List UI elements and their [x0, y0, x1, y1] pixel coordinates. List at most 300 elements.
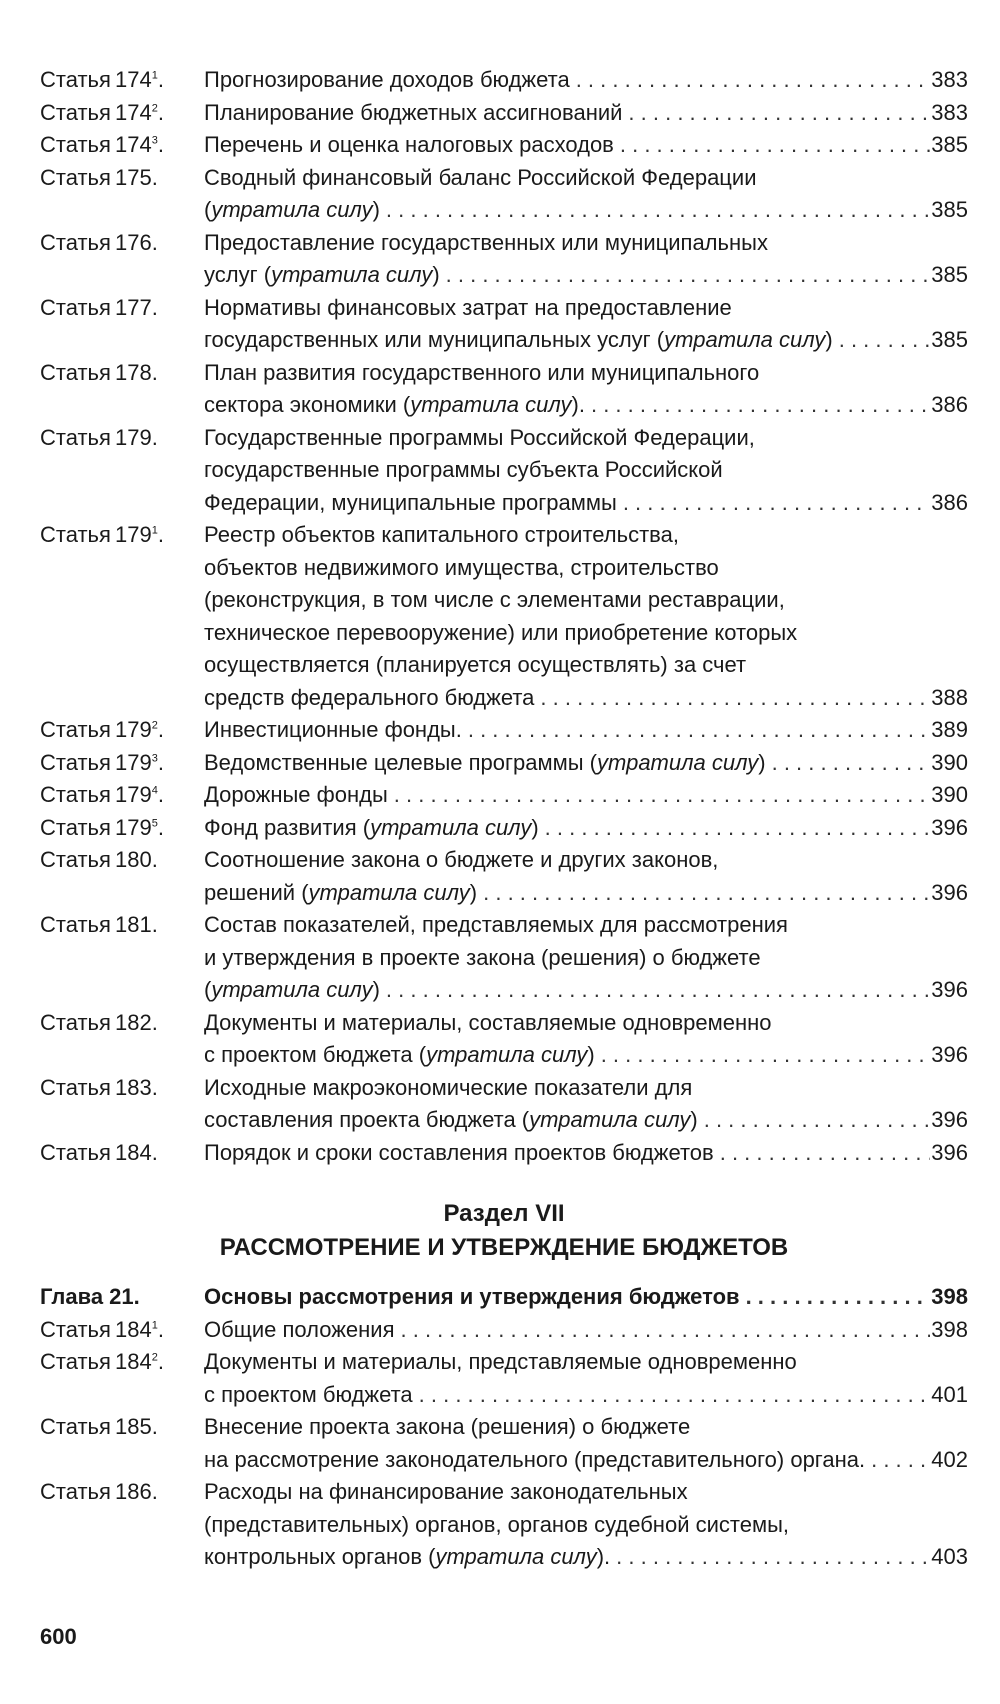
- article-number-dot: .: [151, 164, 158, 190]
- entry-title-lastline: [204, 812, 968, 845]
- toc-entry: [40, 519, 968, 714]
- entry-title-text: [204, 1137, 714, 1170]
- entry-title-segment: решений (: [204, 879, 309, 905]
- article-number-dot: .: [157, 1316, 164, 1342]
- chapter-page: 398: [931, 1284, 968, 1309]
- article-number-dot: .: [157, 1349, 164, 1374]
- entry-title-suffix: ): [587, 1042, 595, 1067]
- article-superscript: 2: [151, 719, 158, 732]
- toc-entry: [40, 1007, 968, 1072]
- article-number-dot: .: [151, 424, 158, 450]
- entry-title-line: Внесение проекта закона (решения) о бюджете: [204, 1414, 691, 1439]
- article-label: [40, 292, 204, 325]
- entry-body: [204, 64, 968, 97]
- entry-page-number: 402: [931, 1446, 968, 1472]
- toc-entry: [40, 844, 968, 909]
- article-keyword: Статья: [40, 717, 111, 742]
- article-number: [115, 519, 164, 552]
- dot-leader: [766, 747, 930, 780]
- entry-title-segment: сектора экономики (: [204, 392, 411, 417]
- entry-page-number: 385: [931, 262, 968, 287]
- article-number-value: 174: [115, 99, 152, 125]
- article-number: [115, 422, 158, 455]
- article-number: [115, 97, 164, 130]
- article-number: [115, 714, 164, 747]
- article-keyword: Статья: [40, 164, 111, 190]
- article-number-value: 178: [115, 359, 152, 385]
- entry-page-number: 386: [931, 489, 968, 515]
- entry-title-lastline: [204, 1104, 968, 1137]
- entry-title-text: [204, 1104, 698, 1137]
- article-number-value: 184: [115, 1139, 152, 1165]
- article-number: [115, 357, 158, 390]
- article-number-value: 182: [115, 1009, 152, 1035]
- entry-title-suffix: ): [825, 327, 833, 352]
- article-superscript: 1: [151, 69, 158, 82]
- entry-title-segment: (: [204, 977, 212, 1002]
- entry-title-suffix: ): [372, 197, 380, 222]
- entry-title-text: [204, 1379, 413, 1412]
- article-label: [40, 1411, 204, 1444]
- entry-title-segment: Порядок и сроки составления проектов бюджетов: [204, 1139, 714, 1165]
- article-number: [115, 1314, 164, 1347]
- entry-body: [204, 97, 968, 130]
- entry-title-suffix: ): [432, 262, 440, 287]
- article-number: [115, 1476, 158, 1509]
- toc-entry: [40, 227, 968, 292]
- article-number-dot: .: [151, 1074, 158, 1100]
- repealed-note: утратила силу: [597, 749, 759, 775]
- entry-title-lastline: [204, 1137, 968, 1170]
- toc-entry: [40, 812, 968, 845]
- article-number-dot: .: [151, 229, 158, 255]
- entry-title-suffix: ): [469, 879, 478, 905]
- entry-page-number: 383: [931, 67, 968, 92]
- entry-body: [204, 1411, 968, 1476]
- article-keyword: Статья: [40, 1479, 111, 1504]
- entry-title-text: [204, 1039, 595, 1072]
- entry-title-segment: средств федерального бюджета: [204, 684, 535, 710]
- article-number-value: 179: [115, 782, 152, 807]
- entry-body: [204, 1314, 968, 1347]
- article-number-value: 179: [115, 749, 152, 775]
- entry-body: [204, 779, 968, 812]
- entry-title-text: [204, 812, 539, 845]
- article-label: [40, 779, 204, 812]
- entry-title-suffix: ): [531, 814, 539, 840]
- article-label: [40, 422, 204, 455]
- article-keyword: Статья: [40, 132, 111, 157]
- chapter-label: Глава 21.: [40, 1284, 140, 1309]
- article-label: [40, 129, 204, 162]
- article-number-dot: .: [151, 1139, 158, 1165]
- entry-title-line: (представительных) органов, органов судебной системы,: [204, 1511, 789, 1537]
- entry-title-lastline: [204, 682, 968, 715]
- article-keyword: Статья: [40, 814, 111, 840]
- article-superscript: 2: [151, 102, 158, 115]
- entry-title-lastline: [204, 747, 968, 780]
- article-number-dot: .: [151, 912, 158, 937]
- article-superscript: 1: [151, 524, 158, 537]
- entry-title-text: [204, 64, 570, 97]
- entry-page-number: 389: [931, 717, 968, 742]
- article-keyword: Статья: [40, 1414, 111, 1439]
- toc-entry: [40, 1314, 968, 1347]
- article-keyword: Статья: [40, 1074, 111, 1100]
- dot-leader: [595, 1039, 930, 1072]
- entry-body: [204, 812, 968, 845]
- article-number-value: 183: [115, 1074, 152, 1100]
- dot-leader: [714, 1137, 930, 1170]
- article-number-value: 184: [115, 1316, 152, 1342]
- entry-title-line: Состав показателей, представляемых для рассмотрения: [204, 912, 788, 937]
- article-label: [40, 844, 204, 877]
- repealed-note: утратила силу: [211, 977, 373, 1002]
- entry-title-segment: Прогнозирование доходов бюджета: [204, 67, 570, 92]
- article-number: [115, 1072, 158, 1105]
- dot-leader: [585, 389, 930, 422]
- article-label: [40, 747, 204, 780]
- entry-title-lastline: [204, 97, 968, 130]
- toc-entry: [40, 97, 968, 130]
- entry-title-lastline: [204, 324, 968, 357]
- article-number: [115, 812, 164, 845]
- dot-leader: [380, 974, 930, 1007]
- article-number: [115, 64, 164, 97]
- article-keyword: Статья: [40, 99, 111, 125]
- entry-title-segment: Дорожные фонды: [204, 782, 388, 807]
- entry-title-text: [204, 747, 766, 780]
- article-number-value: 181: [115, 912, 152, 937]
- dot-leader: [622, 97, 930, 130]
- entry-title-text: [204, 1314, 395, 1347]
- entry-title-lastline: [204, 974, 968, 1007]
- entry-title-segment: Инвестиционные фонды.: [204, 717, 462, 742]
- article-number-value: 174: [115, 132, 152, 157]
- article-label: [40, 162, 204, 195]
- entry-title-line: Реестр объектов капитального строительства,: [204, 522, 679, 547]
- entry-body: [204, 1072, 968, 1137]
- repealed-note: утратила силу: [435, 1544, 597, 1569]
- entry-body: [204, 844, 968, 909]
- article-number-value: 179: [115, 522, 152, 547]
- article-superscript: 3: [151, 134, 158, 147]
- dot-leader: [462, 714, 930, 747]
- entry-page-number: 401: [931, 1381, 968, 1407]
- toc-list-bottom: [40, 1314, 968, 1574]
- entry-page-number: 390: [931, 782, 968, 807]
- toc-list-top: [40, 64, 968, 1169]
- entry-page-number: 396: [931, 1042, 968, 1067]
- section-number: Раздел VII: [443, 1200, 565, 1227]
- toc-entry: [40, 1072, 968, 1137]
- entry-title-segment: Общие положения: [204, 1316, 395, 1342]
- entry-page-number: 396: [931, 977, 968, 1002]
- entry-title-text: [204, 324, 833, 357]
- dot-leader: [440, 259, 930, 292]
- entry-title-line: Документы и материалы, составляемые одновременно: [204, 1009, 772, 1035]
- dot-leader: [388, 779, 930, 812]
- entry-title-segment: с проектом бюджета: [204, 1381, 413, 1407]
- repealed-note: утратила силу: [308, 879, 470, 905]
- entry-body: [204, 422, 968, 520]
- entry-title-text: [204, 714, 462, 747]
- article-label: [40, 1476, 204, 1509]
- article-keyword: Статья: [40, 749, 111, 775]
- entry-page-number: 390: [931, 749, 968, 775]
- entry-body: [204, 292, 968, 357]
- article-number: [115, 844, 158, 877]
- entry-title-line: Государственные программы Российской Федерации,: [204, 424, 755, 450]
- repealed-note: утратила силу: [370, 814, 532, 840]
- article-keyword: Статья: [40, 1139, 111, 1165]
- article-number: [115, 1137, 158, 1170]
- chapter-entry: [40, 1281, 968, 1314]
- toc-page: [40, 64, 968, 1574]
- entry-title-segment: Ведомственные целевые программы (: [204, 749, 597, 775]
- entry-title-line: Расходы на финансирование законодательных: [204, 1479, 688, 1504]
- toc-entry: [40, 779, 968, 812]
- entry-title-line: Сводный финансовый баланс Российской Федерации: [204, 164, 757, 190]
- repealed-note: утратила силу: [664, 327, 826, 352]
- entry-title-line: Соотношение закона о бюджете и других законов,: [204, 847, 719, 872]
- toc-entry: [40, 714, 968, 747]
- article-keyword: Статья: [40, 229, 111, 255]
- dot-leader: [610, 1541, 930, 1574]
- entry-title-lastline: [204, 1039, 968, 1072]
- toc-entry: [40, 1137, 968, 1170]
- article-number-dot: .: [151, 359, 158, 385]
- article-label: [40, 1314, 204, 1347]
- entry-body: [204, 162, 968, 227]
- article-number: [115, 1346, 164, 1379]
- entry-title-lastline: [204, 1379, 968, 1412]
- article-label: [40, 1007, 204, 1040]
- dot-leader: [413, 1379, 930, 1412]
- article-label: [40, 714, 204, 747]
- entry-title-lastline: [204, 779, 968, 812]
- article-number: [115, 162, 158, 195]
- entry-title-text: [204, 259, 440, 292]
- repealed-note: утратила силу: [426, 1042, 588, 1067]
- entry-body: [204, 714, 968, 747]
- entry-title-suffix: ).: [596, 1544, 611, 1569]
- entry-title-text: [204, 877, 477, 910]
- article-superscript: 5: [151, 817, 158, 830]
- article-keyword: Статья: [40, 1349, 111, 1374]
- entry-title-line: и утверждения в проекте закона (решения) о бюджете: [204, 944, 761, 970]
- entry-body: [204, 1007, 968, 1072]
- dot-leader: [477, 877, 930, 910]
- entry-page-number: 386: [931, 392, 968, 417]
- article-number: [115, 1007, 158, 1040]
- article-label: [40, 64, 204, 97]
- article-keyword: Статья: [40, 912, 111, 937]
- article-number-dot: .: [157, 782, 164, 807]
- toc-entry: [40, 747, 968, 780]
- entry-title-line: План развития государственного или муниципального: [204, 359, 760, 385]
- dot-leader: [539, 812, 930, 845]
- dot-leader: [570, 64, 930, 97]
- article-keyword: Статья: [40, 294, 111, 320]
- article-number-value: 179: [115, 814, 152, 840]
- entry-page-number: 385: [931, 197, 968, 222]
- entry-body: [204, 519, 968, 714]
- entry-body: [204, 909, 968, 1007]
- entry-title-line: Исходные макроэкономические показатели для: [204, 1074, 693, 1100]
- dot-leader: [740, 1281, 930, 1314]
- entry-page-number: 398: [931, 1316, 968, 1342]
- entry-title-text: [204, 194, 380, 227]
- entry-title-text: [204, 779, 388, 812]
- article-number-value: 185: [115, 1414, 152, 1439]
- dot-leader: [395, 1314, 931, 1347]
- dot-leader: [833, 324, 930, 357]
- entry-title-text: [204, 129, 614, 162]
- article-label: [40, 1137, 204, 1170]
- entry-title-line: Документы и материалы, представляемые одновременно: [204, 1349, 797, 1374]
- entry-page-number: 396: [931, 814, 968, 840]
- entry-title-line: объектов недвижимого имущества, строительство: [204, 554, 719, 580]
- article-number-value: 177: [115, 294, 152, 320]
- entry-page-number: 403: [931, 1544, 968, 1569]
- toc-entry: [40, 909, 968, 1007]
- dot-leader: [534, 682, 930, 715]
- toc-entry: [40, 64, 968, 97]
- page-number: 600: [40, 1624, 77, 1649]
- article-label: [40, 519, 204, 552]
- article-label: [40, 227, 204, 260]
- dot-leader: [617, 487, 930, 520]
- entry-title-text: [204, 97, 622, 130]
- article-number-value: 176: [115, 229, 152, 255]
- article-label: [40, 97, 204, 130]
- entry-title-text: [204, 682, 534, 715]
- article-number: [115, 292, 158, 325]
- toc-entry: [40, 422, 968, 520]
- entry-title-lastline: [204, 389, 968, 422]
- entry-title-line: государственные программы субъекта Российской: [204, 457, 723, 482]
- entry-title-segment: на рассмотрение законодательного (представительного) органа.: [204, 1446, 866, 1472]
- article-number-dot: .: [157, 749, 164, 775]
- article-number-value: 175: [115, 164, 152, 190]
- entry-title-segment: Планирование бюджетных ассигнований: [204, 99, 623, 125]
- article-number: [115, 1411, 158, 1444]
- entry-title-line: (реконструкция, в том числе с элементами реставрации,: [204, 587, 785, 612]
- entry-body: [204, 747, 968, 780]
- entry-title-text: [204, 1541, 610, 1574]
- entry-page-number: 396: [931, 1107, 968, 1132]
- entry-title-segment: (: [204, 197, 212, 222]
- toc-entry: [40, 129, 968, 162]
- article-number-value: 180: [115, 847, 152, 872]
- article-number-dot: .: [157, 99, 164, 125]
- article-number: [115, 779, 164, 812]
- entry-title-text: [204, 389, 585, 422]
- article-number: [115, 909, 158, 942]
- repealed-note: утратила силу: [529, 1107, 691, 1132]
- entry-title-lastline: [204, 259, 968, 292]
- article-number-dot: .: [151, 294, 158, 320]
- entry-title-line: Предоставление государственных или муниципальных: [204, 229, 768, 255]
- entry-title-segment: Фонд развития (: [204, 814, 371, 840]
- repealed-note: утратила силу: [211, 197, 373, 222]
- entry-body: [204, 1346, 968, 1411]
- article-number-value: 186: [115, 1479, 152, 1504]
- entry-title-lastline: [204, 714, 968, 747]
- entry-title-lastline: [204, 1444, 968, 1477]
- entry-page-number: 396: [931, 1139, 968, 1165]
- article-number: [115, 227, 158, 260]
- entry-page-number: 396: [931, 879, 968, 905]
- entry-title-segment: составления проекта бюджета (: [204, 1107, 530, 1132]
- article-number-value: 179: [115, 424, 152, 450]
- entry-title-lastline: [204, 129, 968, 162]
- article-number-dot: .: [157, 814, 164, 840]
- entry-body: [204, 357, 968, 422]
- dot-leader: [865, 1444, 930, 1477]
- toc-entry: [40, 1411, 968, 1476]
- entry-page-number: 388: [931, 684, 968, 710]
- entry-title-line: Нормативы финансовых затрат на предоставление: [204, 294, 732, 320]
- toc-entry: [40, 1346, 968, 1411]
- article-number-dot: .: [157, 717, 164, 742]
- repealed-note: утратила силу: [410, 392, 572, 417]
- article-number-value: 179: [115, 717, 152, 742]
- article-number-dot: .: [151, 1414, 158, 1439]
- entry-title-lastline: [204, 1314, 968, 1347]
- entry-title-line: осуществляется (планируется осуществлять) за счет: [204, 652, 747, 677]
- article-keyword: Статья: [40, 847, 111, 872]
- entry-title-line: техническое перевооружение) или приобретение которых: [204, 619, 798, 645]
- article-number-dot: .: [157, 522, 164, 547]
- dot-leader: [380, 194, 930, 227]
- entry-page-number: 385: [931, 132, 968, 157]
- toc-entry: [40, 1476, 968, 1574]
- entry-title-lastline: [204, 877, 968, 910]
- article-superscript: 4: [151, 784, 158, 797]
- entry-title-segment: услуг (: [204, 262, 272, 287]
- article-keyword: Статья: [40, 359, 111, 385]
- article-label: [40, 1072, 204, 1105]
- entry-title-suffix: ).: [571, 392, 585, 417]
- entry-title-text: [204, 487, 617, 520]
- article-label: [40, 812, 204, 845]
- dot-leader: [698, 1104, 930, 1137]
- toc-entry: [40, 357, 968, 422]
- article-number: [115, 747, 164, 780]
- article-number-dot: .: [157, 132, 164, 157]
- article-keyword: Статья: [40, 522, 111, 547]
- article-number-value: 184: [115, 1349, 152, 1374]
- article-label: [40, 1346, 204, 1379]
- entry-title-text: [204, 974, 380, 1007]
- article-superscript: 3: [151, 752, 158, 765]
- article-number-dot: .: [157, 67, 164, 92]
- article-label: [40, 909, 204, 942]
- article-keyword: Статья: [40, 782, 111, 807]
- entry-title-segment: контрольных органов (: [204, 1544, 436, 1569]
- article-number-dot: .: [151, 1479, 158, 1504]
- section-title: РАССМОТРЕНИЕ И УТВЕРЖДЕНИЕ БЮДЖЕТОВ: [219, 1234, 789, 1261]
- toc-entry: [40, 292, 968, 357]
- entry-body: [204, 227, 968, 292]
- article-keyword: Статья: [40, 1009, 111, 1035]
- entry-title-lastline: [204, 64, 968, 97]
- article-superscript: 1: [151, 1319, 158, 1332]
- repealed-note: утратила силу: [271, 262, 433, 287]
- entry-title-segment: государственных или муниципальных услуг (: [204, 327, 665, 352]
